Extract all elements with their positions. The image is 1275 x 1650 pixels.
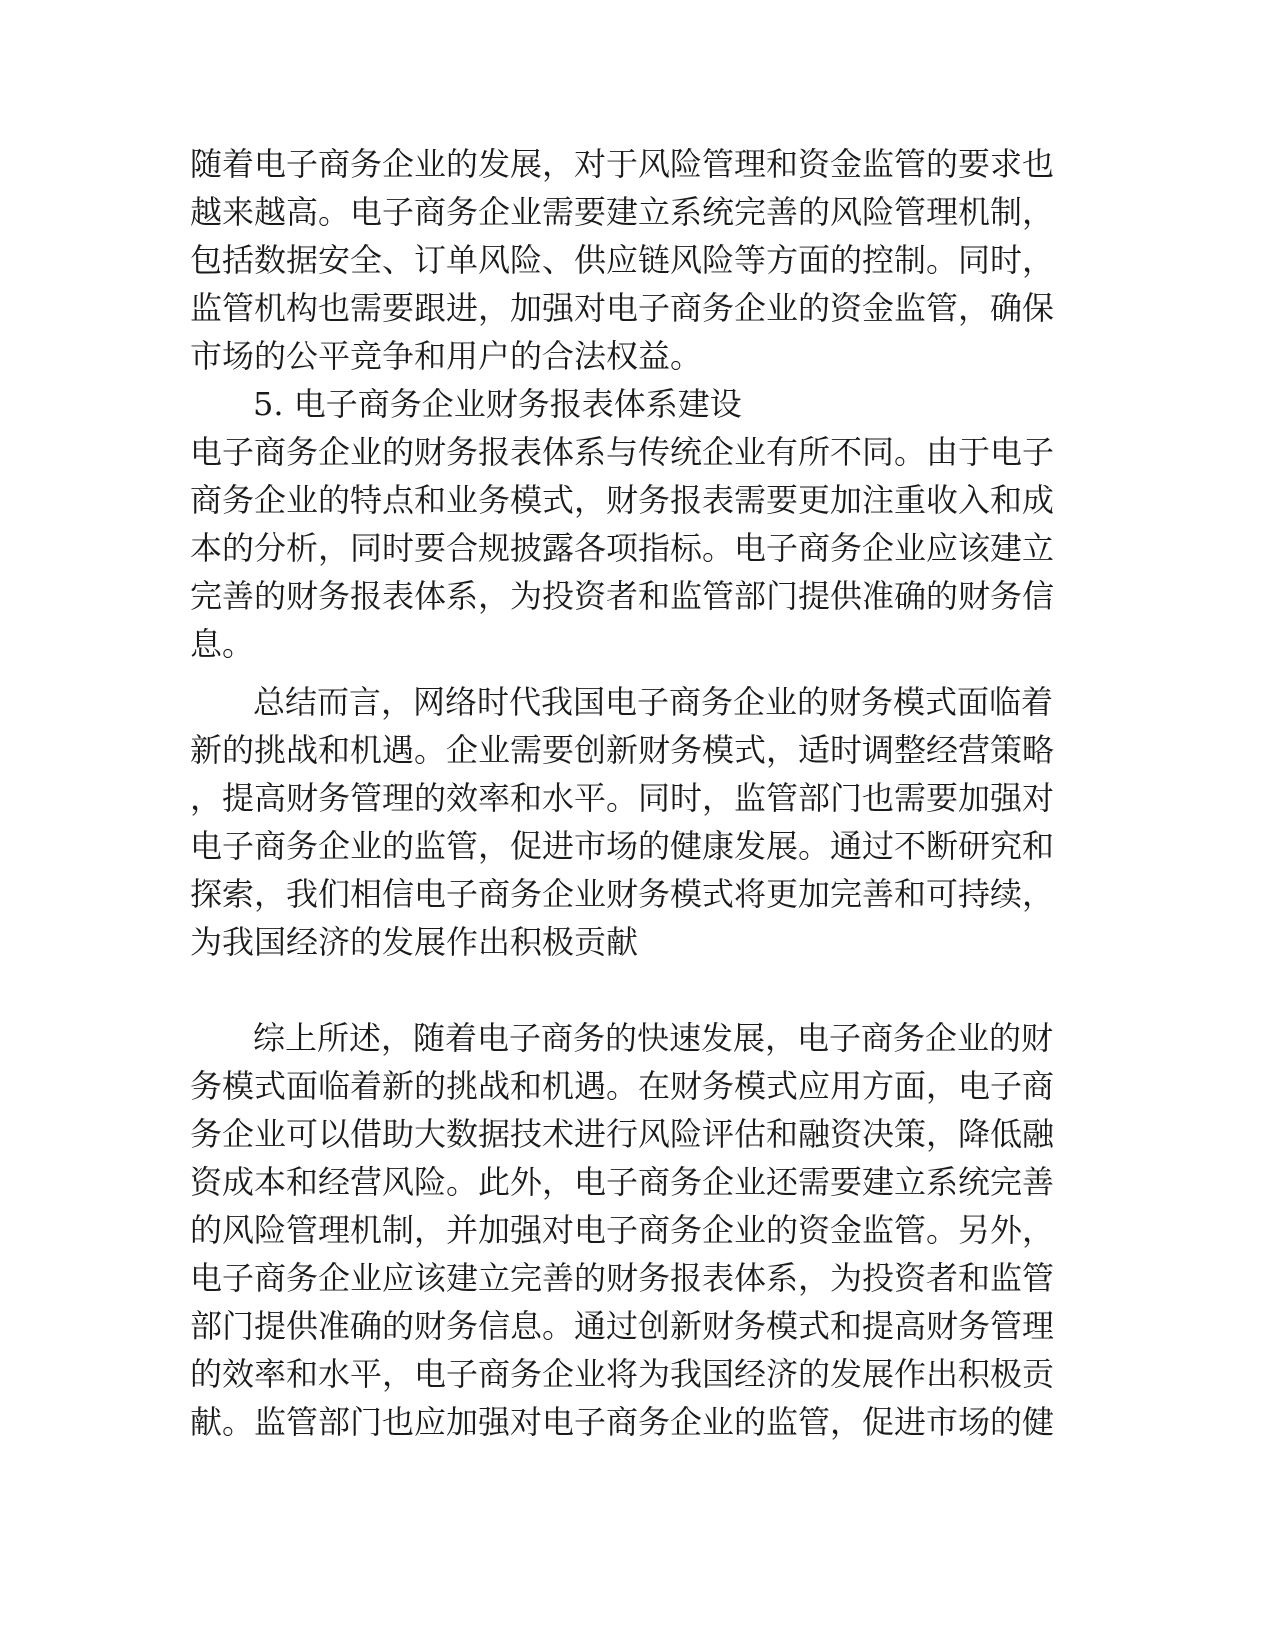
text-line: 的风险管理机制，并加强对电子商务企业的资金监管。另外， xyxy=(190,1211,1055,1249)
text-line: 商务企业的特点和业务模式，财务报表需要更加注重收入和成 xyxy=(190,481,1055,519)
text-line: 综上所述，随着电子商务的快速发展，电子商务企业的财 xyxy=(253,1019,1054,1057)
text-line: 随着电子商务企业的发展，对于风险管理和资金监管的要求也 xyxy=(190,145,1055,183)
text-line: 新的挑战和机遇。企业需要创新财务模式，适时调整经营策略 xyxy=(190,731,1055,769)
text-line: 市场的公平竞争和用户的合法权益。 xyxy=(190,337,703,375)
text-line: 电子商务企业的监管，促进市场的健康发展。通过不断研究和 xyxy=(190,827,1055,865)
text-line: 资成本和经营风险。此外，电子商务企业还需要建立系统完善 xyxy=(190,1163,1055,1201)
text-line: 息。 xyxy=(190,625,255,663)
text-line: 的效率和水平，电子商务企业将为我国经济的发展作出积极贡 xyxy=(190,1355,1055,1393)
text-line: 越来越高。电子商务企业需要建立系统完善的风险管理机制， xyxy=(190,193,1055,231)
section-heading: 5. 电子商务企业财务报表体系建设 xyxy=(253,385,742,423)
text-line: 务企业可以借助大数据技术进行风险评估和融资决策，降低融 xyxy=(190,1115,1055,1153)
text-line: 监管机构也需要跟进，加强对电子商务企业的资金监管，确保 xyxy=(190,289,1055,327)
text-line: 电子商务企业的财务报表体系与传统企业有所不同。由于电子 xyxy=(190,433,1055,471)
text-line: 总结而言，网络时代我国电子商务企业的财务模式面临着 xyxy=(253,683,1054,721)
text-line: 探索，我们相信电子商务企业财务模式将更加完善和可持续， xyxy=(190,875,1055,913)
text-line: 部门提供准确的财务信息。通过创新财务模式和提高财务管理 xyxy=(190,1307,1055,1345)
text-line: 电子商务企业应该建立完善的财务报表体系，为投资者和监管 xyxy=(190,1259,1055,1297)
text-line: 献。监管部门也应加强对电子商务企业的监管，促进市场的健 xyxy=(190,1403,1055,1441)
text-line: 务模式面临着新的挑战和机遇。在财务模式应用方面，电子商 xyxy=(190,1067,1055,1105)
text-line: 本的分析，同时要合规披露各项指标。电子商务企业应该建立 xyxy=(190,529,1055,567)
text-line: 为我国经济的发展作出积极贡献 xyxy=(190,923,639,961)
text-line: 完善的财务报表体系，为投资者和监管部门提供准确的财务信 xyxy=(190,577,1055,615)
text-line: ，提高财务管理的效率和水平。同时，监管部门也需要加强对 xyxy=(190,779,1055,817)
text-line: 包括数据安全、订单风险、供应链风险等方面的控制。同时， xyxy=(190,241,1055,279)
